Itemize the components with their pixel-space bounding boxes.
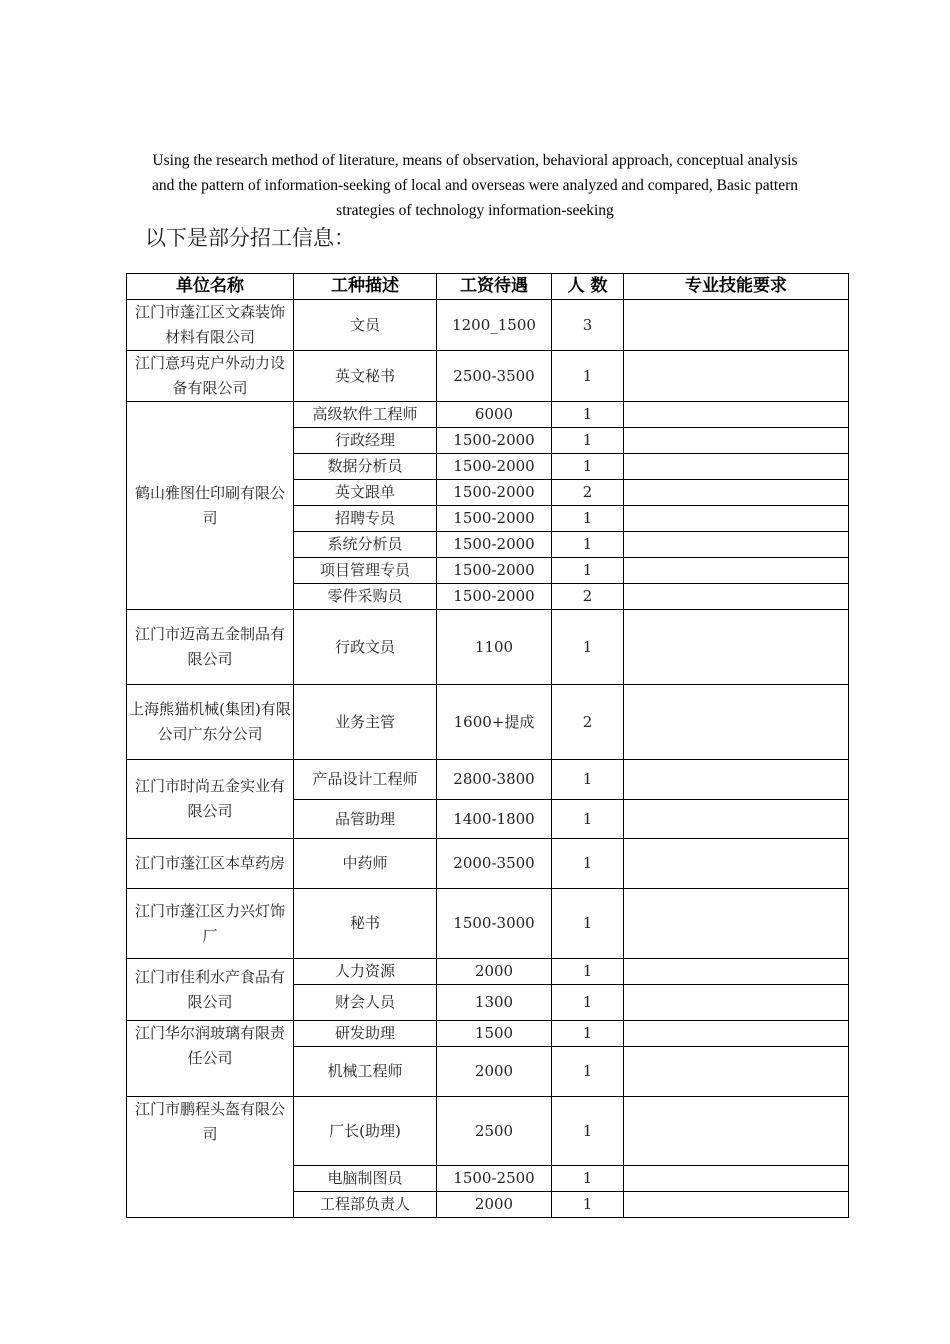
job-title-cell: 数据分析员 bbox=[294, 454, 437, 480]
skills-cell bbox=[624, 428, 849, 454]
job-title-cell: 英文跟单 bbox=[294, 480, 437, 506]
salary-cell: 1600+提成 bbox=[437, 685, 552, 760]
job-title-cell: 秘书 bbox=[294, 889, 437, 959]
headcount-cell: 1 bbox=[552, 760, 624, 800]
headcount-cell: 1 bbox=[552, 558, 624, 584]
headcount-cell: 2 bbox=[552, 480, 624, 506]
job-title-cell: 研发助理 bbox=[294, 1021, 437, 1047]
salary-cell: 2000 bbox=[437, 959, 552, 985]
headcount-cell: 1 bbox=[552, 1097, 624, 1166]
job-title-cell: 行政经理 bbox=[294, 428, 437, 454]
skills-cell bbox=[624, 800, 849, 839]
headcount-cell: 1 bbox=[552, 351, 624, 402]
job-table-body bbox=[127, 274, 849, 1218]
header-count: 人 数 bbox=[552, 274, 624, 300]
headcount-cell: 3 bbox=[552, 300, 624, 351]
headcount-cell: 1 bbox=[552, 1021, 624, 1047]
job-title-cell: 产品设计工程师 bbox=[294, 760, 437, 800]
job-title-cell: 财会人员 bbox=[294, 985, 437, 1021]
headcount-cell: 1 bbox=[552, 800, 624, 839]
table-row bbox=[127, 1097, 849, 1166]
job-title-cell: 高级软件工程师 bbox=[294, 402, 437, 428]
skills-cell bbox=[624, 1192, 849, 1218]
skills-cell bbox=[624, 985, 849, 1021]
salary-cell: 1500-2000 bbox=[437, 480, 552, 506]
job-title-cell: 业务主管 bbox=[294, 685, 437, 760]
salary-cell: 1300 bbox=[437, 985, 552, 1021]
header-row bbox=[127, 274, 849, 300]
skills-cell bbox=[624, 685, 849, 760]
skills-cell bbox=[624, 889, 849, 959]
table-row bbox=[127, 610, 849, 685]
salary-cell: 2800-3800 bbox=[437, 760, 552, 800]
table-row bbox=[127, 351, 849, 402]
salary-cell: 1500-2000 bbox=[437, 454, 552, 480]
company-name-cell: 江门市蓬江区文森装饰材料有限公司 bbox=[127, 300, 294, 351]
skills-cell bbox=[624, 480, 849, 506]
job-listing-table bbox=[126, 273, 849, 1218]
salary-cell: 1500-2000 bbox=[437, 532, 552, 558]
job-title-cell: 人力资源 bbox=[294, 959, 437, 985]
headcount-cell: 1 bbox=[552, 506, 624, 532]
intro-heading: 以下是部分招工信息： bbox=[145, 226, 355, 250]
job-title-cell: 系统分析员 bbox=[294, 532, 437, 558]
job-title-cell: 零件采购员 bbox=[294, 584, 437, 610]
headcount-cell: 1 bbox=[552, 610, 624, 685]
salary-cell: 2000-3500 bbox=[437, 839, 552, 889]
headcount-cell: 1 bbox=[552, 1192, 624, 1218]
company-name-cell: 江门市时尚五金实业有限公司 bbox=[127, 760, 294, 839]
headcount-cell: 1 bbox=[552, 839, 624, 889]
company-name-cell: 上海熊猫机械(集团)有限公司广东分公司 bbox=[127, 685, 294, 760]
salary-cell: 6000 bbox=[437, 402, 552, 428]
job-title-cell: 招聘专员 bbox=[294, 506, 437, 532]
header-salary: 工资待遇 bbox=[437, 274, 552, 300]
salary-cell: 1500-2000 bbox=[437, 428, 552, 454]
headcount-cell: 1 bbox=[552, 959, 624, 985]
salary-cell: 1500-3000 bbox=[437, 889, 552, 959]
salary-cell: 1500-2500 bbox=[437, 1166, 552, 1192]
salary-cell: 1500-2000 bbox=[437, 584, 552, 610]
company-name-cell: 江门市佳利水产食品有限公司 bbox=[127, 959, 294, 1021]
salary-cell: 1100 bbox=[437, 610, 552, 685]
company-name-cell: 江门市迈高五金制品有限公司 bbox=[127, 610, 294, 685]
skills-cell bbox=[624, 1021, 849, 1047]
abstract-paragraph: Using the research method of literature, means of observation, behavioral approach, conceptual analysis and the pattern of information-seeking of local and overseas were analyzed and compared, Basic pattern strategies of technology information-seeking bbox=[152, 152, 798, 219]
table-row bbox=[127, 402, 849, 428]
company-name-cell: 江门市鹏程头盔有限公司 bbox=[127, 1097, 294, 1218]
company-name-cell: 江门市蓬江区力兴灯饰厂 bbox=[127, 889, 294, 959]
skills-cell bbox=[624, 402, 849, 428]
skills-cell bbox=[624, 959, 849, 985]
salary-cell: 1400-1800 bbox=[437, 800, 552, 839]
job-title-cell: 英文秘书 bbox=[294, 351, 437, 402]
job-title-cell: 中药师 bbox=[294, 839, 437, 889]
job-title-cell: 行政文员 bbox=[294, 610, 437, 685]
headcount-cell: 1 bbox=[552, 889, 624, 959]
table-row bbox=[127, 685, 849, 760]
table-row bbox=[127, 760, 849, 800]
company-name-cell: 江门华尔润玻璃有限责任公司 bbox=[127, 1021, 294, 1097]
headcount-cell: 1 bbox=[552, 1166, 624, 1192]
headcount-cell: 1 bbox=[552, 428, 624, 454]
salary-cell: 1500 bbox=[437, 1021, 552, 1047]
job-title-cell: 机械工程师 bbox=[294, 1047, 437, 1097]
skills-cell bbox=[624, 584, 849, 610]
job-title-cell: 厂长(助理) bbox=[294, 1097, 437, 1166]
salary-cell: 1500-2000 bbox=[437, 506, 552, 532]
skills-cell bbox=[624, 454, 849, 480]
headcount-cell: 1 bbox=[552, 1047, 624, 1097]
job-title-cell: 品管助理 bbox=[294, 800, 437, 839]
table-row bbox=[127, 839, 849, 889]
skills-cell bbox=[624, 532, 849, 558]
header-job: 工种描述 bbox=[294, 274, 437, 300]
headcount-cell: 1 bbox=[552, 454, 624, 480]
headcount-cell: 1 bbox=[552, 532, 624, 558]
salary-cell: 2000 bbox=[437, 1047, 552, 1097]
headcount-cell: 2 bbox=[552, 584, 624, 610]
skills-cell bbox=[624, 1097, 849, 1166]
job-title-cell: 工程部负责人 bbox=[294, 1192, 437, 1218]
headcount-cell: 1 bbox=[552, 985, 624, 1021]
skills-cell bbox=[624, 351, 849, 402]
company-name-cell: 江门市蓬江区本草药房 bbox=[127, 839, 294, 889]
skills-cell bbox=[624, 1047, 849, 1097]
salary-cell: 2500-3500 bbox=[437, 351, 552, 402]
header-company: 单位名称 bbox=[127, 274, 294, 300]
job-title-cell: 项目管理专员 bbox=[294, 558, 437, 584]
salary-cell: 2500 bbox=[437, 1097, 552, 1166]
skills-cell bbox=[624, 1166, 849, 1192]
skills-cell bbox=[624, 839, 849, 889]
company-name-cell: 江门意玛克户外动力设备有限公司 bbox=[127, 351, 294, 402]
skills-cell bbox=[624, 760, 849, 800]
job-title-cell: 电脑制图员 bbox=[294, 1166, 437, 1192]
headcount-cell: 1 bbox=[552, 402, 624, 428]
skills-cell bbox=[624, 506, 849, 532]
salary-cell: 1500-2000 bbox=[437, 558, 552, 584]
header-skills: 专业技能要求 bbox=[624, 274, 849, 300]
table-row bbox=[127, 959, 849, 985]
skills-cell bbox=[624, 610, 849, 685]
skills-cell bbox=[624, 558, 849, 584]
company-name-cell: 鹤山雅图仕印刷有限公司 bbox=[127, 402, 294, 610]
salary-cell: 2000 bbox=[437, 1192, 552, 1218]
skills-cell bbox=[624, 300, 849, 351]
headcount-cell: 2 bbox=[552, 685, 624, 760]
salary-cell: 1200_1500 bbox=[437, 300, 552, 351]
table-row bbox=[127, 300, 849, 351]
job-title-cell: 文员 bbox=[294, 300, 437, 351]
table-row bbox=[127, 889, 849, 959]
table-row bbox=[127, 1021, 849, 1047]
